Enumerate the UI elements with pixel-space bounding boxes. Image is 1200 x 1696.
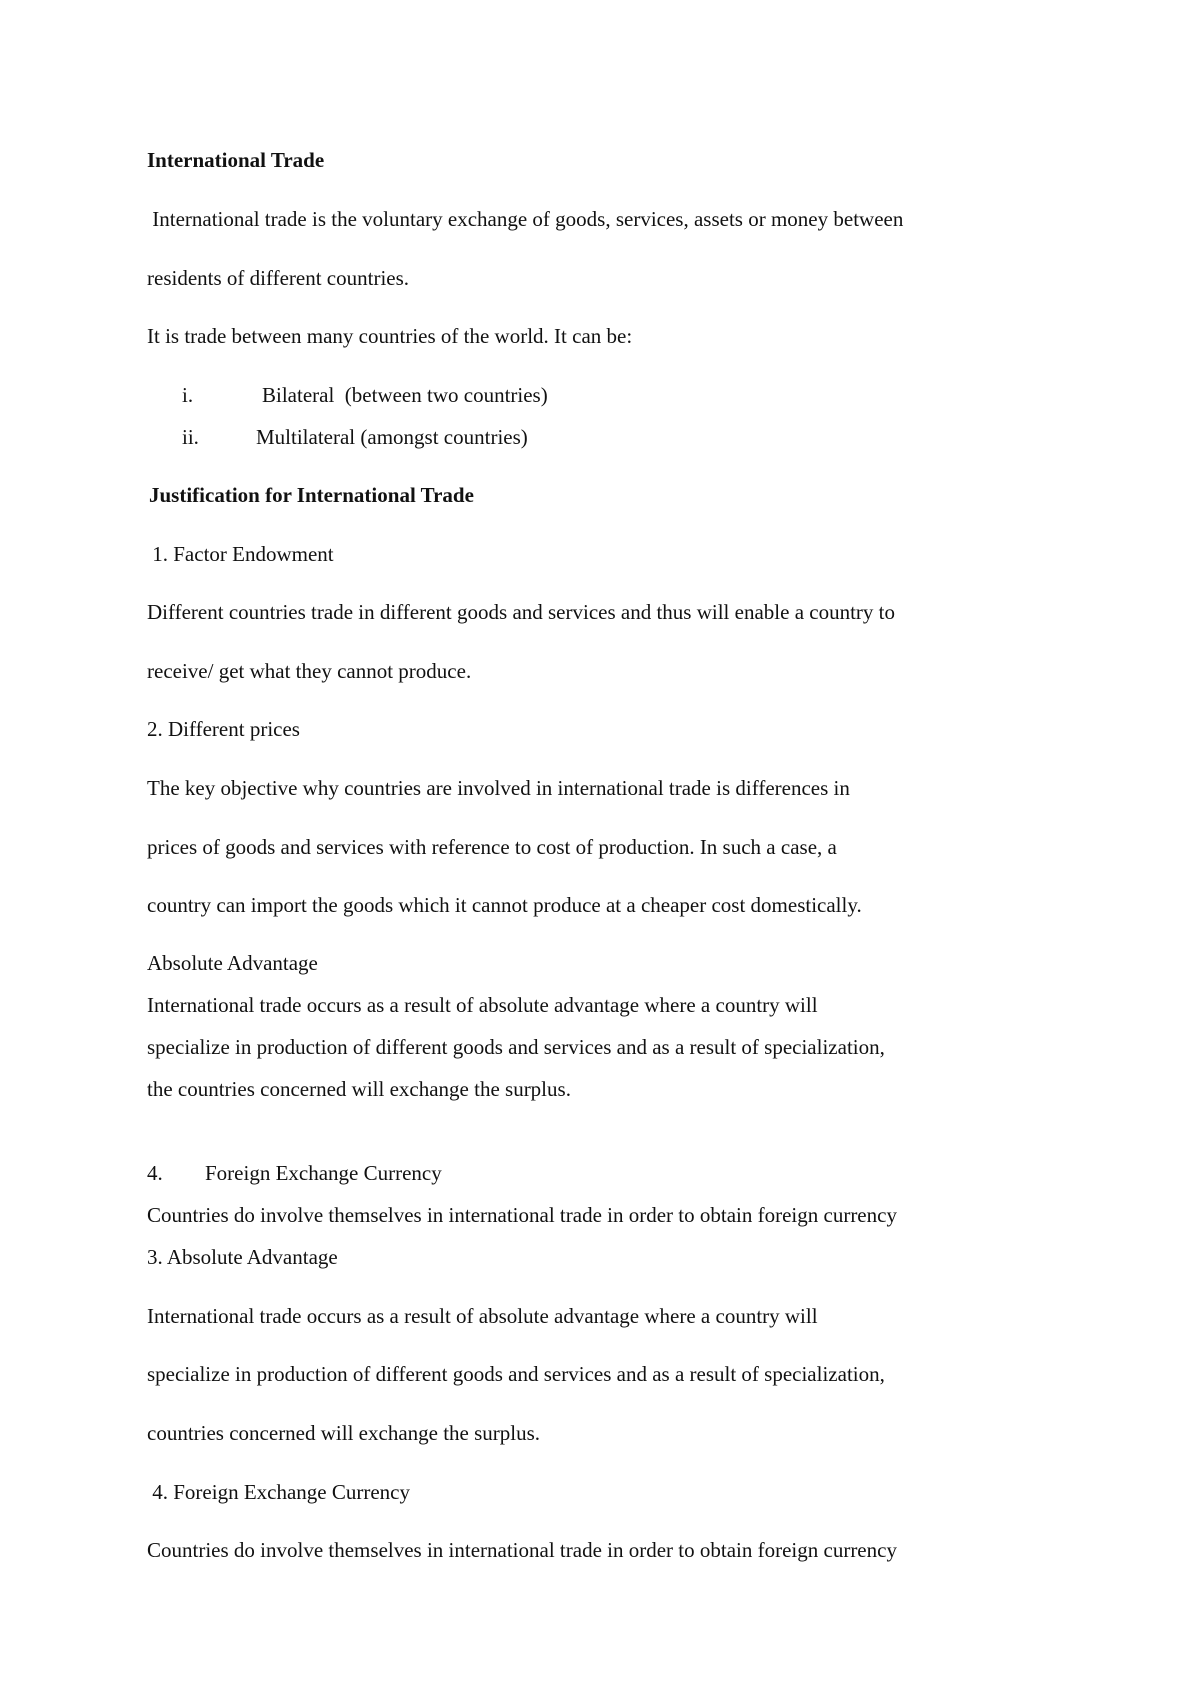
subsection-number: 4. bbox=[147, 1161, 163, 1185]
paragraph-line: International trade is the voluntary exchange of goods, services, assets or money between bbox=[147, 207, 904, 231]
paragraph-line: specialize in production of different goods and services and as a result of specialization, bbox=[147, 1362, 885, 1386]
paragraph-line: countries concerned will exchange the surplus. bbox=[147, 1421, 541, 1445]
list-item-number: i. bbox=[182, 383, 194, 407]
paragraph-line: the countries concerned will exchange the surplus. bbox=[147, 1077, 571, 1101]
paragraph-line: Different countries trade in different goods and services and thus will enable a country to bbox=[147, 600, 895, 624]
subsection-title: 2. Different prices bbox=[147, 717, 300, 741]
paragraph-line: country can import the goods which it cannot produce at a cheaper cost domestically. bbox=[147, 893, 862, 917]
list-item-text: Multilateral (amongst countries) bbox=[256, 425, 528, 449]
subsection-title: Absolute Advantage bbox=[147, 951, 318, 975]
subsection-title: 3. Absolute Advantage bbox=[147, 1245, 338, 1269]
subsection-title: 1. Factor Endowment bbox=[147, 542, 334, 566]
list-item-text: Bilateral (between two countries) bbox=[262, 383, 548, 407]
paragraph-line: International trade occurs as a result of absolute advantage where a country will bbox=[147, 1304, 818, 1328]
subsection-title: Foreign Exchange Currency bbox=[205, 1161, 442, 1185]
paragraph-line: The key objective why countries are involved in international trade is differences in bbox=[147, 776, 850, 800]
paragraph-line: It is trade between many countries of the world. It can be: bbox=[147, 324, 633, 348]
paragraph-line: receive/ get what they cannot produce. bbox=[147, 659, 472, 683]
paragraph-line: prices of goods and services with reference to cost of production. In such a case, a bbox=[147, 835, 837, 859]
paragraph-line: Countries do involve themselves in international trade in order to obtain foreign currency bbox=[147, 1538, 897, 1562]
paragraph-line: specialize in production of different goods and services and as a result of specialization, bbox=[147, 1035, 885, 1059]
subsection-title: 4. Foreign Exchange Currency bbox=[147, 1480, 411, 1504]
section-heading: Justification for International Trade bbox=[149, 483, 474, 507]
list-item-number: ii. bbox=[182, 425, 199, 449]
paragraph-line: International trade occurs as a result of absolute advantage where a country will bbox=[147, 993, 818, 1017]
paragraph-line: residents of different countries. bbox=[147, 266, 410, 290]
document-title: International Trade bbox=[147, 148, 325, 172]
paragraph-line: Countries do involve themselves in international trade in order to obtain foreign currency bbox=[147, 1203, 897, 1227]
